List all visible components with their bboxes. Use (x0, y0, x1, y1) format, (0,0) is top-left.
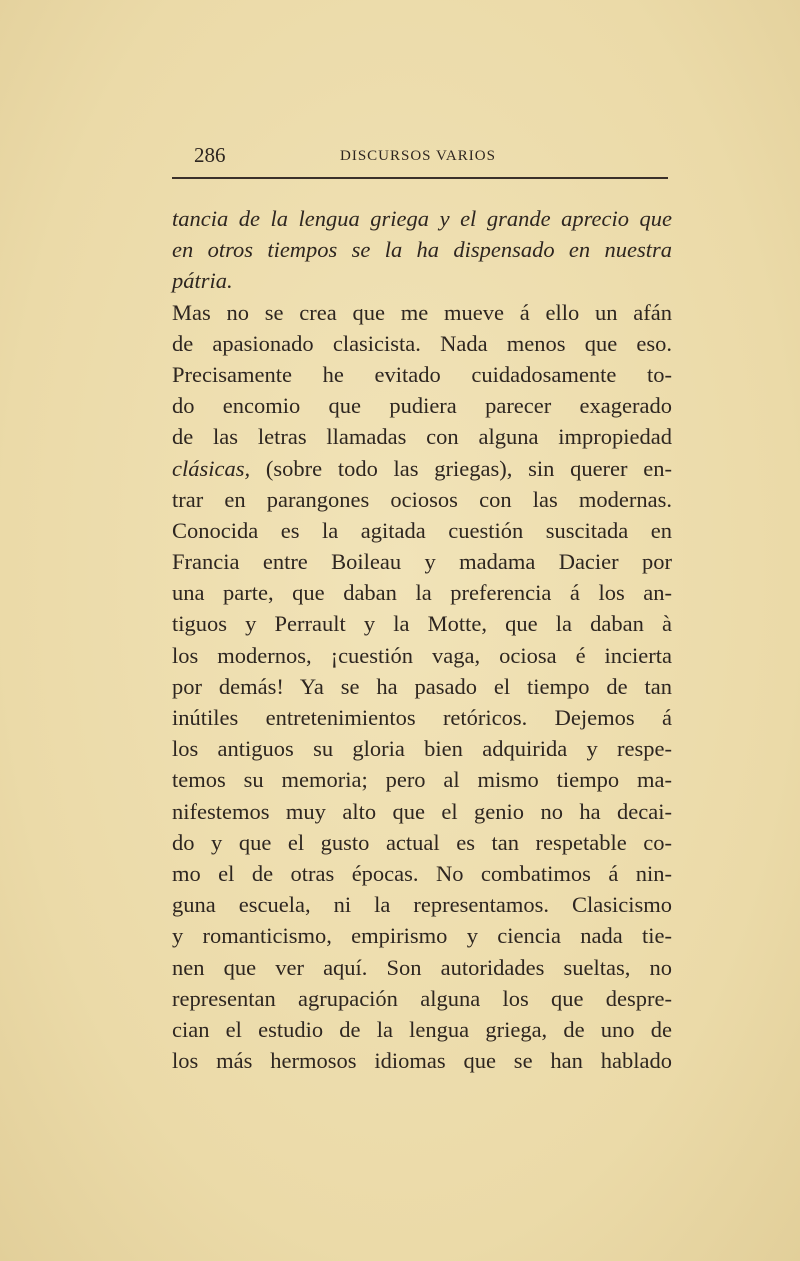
text-line (172, 484, 672, 515)
body-text (172, 203, 672, 1076)
text-line (172, 453, 672, 484)
line-text: los antiguos su gloria bien adquirida y respe- (172, 736, 672, 762)
line-text: Precisamente he evitado cuidadosamente to- (172, 361, 672, 387)
text-line (172, 983, 672, 1014)
text-line (172, 640, 672, 671)
text-line (172, 889, 672, 920)
line-text: Conocida es la agitada cuestión suscitada en (172, 517, 672, 543)
line-text: mo el de otras épocas. No combatimos á nin- (172, 860, 672, 886)
text-line (172, 796, 672, 827)
line-text: Francia entre Boileau y madama Dacier por (172, 549, 672, 575)
text-line (172, 265, 672, 296)
text-line (172, 764, 672, 795)
text-line (172, 546, 672, 577)
line-text: los modernos, ¡cuestión vaga, ociosa é incierta (172, 642, 672, 668)
line-text: nen que ver aquí. Son autoridades sueltas, no (172, 954, 672, 980)
line-text: de apasionado clasicista. Nada menos que eso. (172, 330, 672, 356)
page-number: 286 (194, 143, 226, 167)
header-rule (172, 177, 668, 179)
line-text: y romanticismo, empirismo y ciencia nada tie- (172, 923, 672, 949)
line-text: inútiles entretenimientos retóricos. Dejemos á (172, 705, 672, 730)
line-text: Mas no se crea que me mueve á ello un afán (172, 299, 672, 325)
text-line (172, 203, 672, 234)
text-line (172, 1014, 672, 1045)
text-line (172, 421, 672, 452)
text-line (172, 234, 672, 265)
line-text: pátria. (172, 268, 233, 294)
text-line (172, 858, 672, 889)
text-line (172, 577, 672, 608)
text-line (172, 359, 672, 390)
text-line (172, 297, 672, 328)
line-text: tancia de la lengua griega y el grande aprecio que (172, 206, 672, 231)
line-text: de las letras llamadas con alguna impropiedad (172, 424, 672, 450)
line-text: nifestemos muy alto que el genio no ha decai- (172, 798, 672, 824)
line-text: cian el estudio de la lengua griega, de uno de (172, 1016, 672, 1042)
line-text: (sobre todo las griegas), sin querer en- (250, 455, 672, 481)
text-line (172, 733, 672, 764)
line-text: temos su memoria; pero al mismo tiempo ma- (172, 767, 672, 793)
italic-word: clásicas, (172, 455, 251, 481)
text-line (172, 328, 672, 359)
line-text: los más hermosos idiomas que se han hablado (172, 1048, 672, 1074)
text-line (172, 608, 672, 639)
text-line (172, 671, 672, 702)
line-text: trar en parangones ociosos con las modernas. (172, 486, 672, 512)
text-line (172, 827, 672, 858)
line-text: guna escuela, ni la representamos. Clasicismo (172, 892, 672, 918)
text-line (172, 920, 672, 951)
text-line (172, 952, 672, 983)
line-text: una parte, que daban la preferencia á los an- (172, 580, 672, 606)
text-line (172, 515, 672, 546)
running-title: DISCURSOS VARIOS (340, 148, 496, 164)
text-line (172, 390, 672, 421)
line-text: representan agrupación alguna los que despre- (172, 985, 672, 1011)
line-text: por demás! Ya se ha pasado el tiempo de tan (172, 673, 672, 699)
line-text: do y que el gusto actual es tan respetable co- (172, 829, 672, 855)
line-text: tiguos y Perrault y la Motte, que la daban à (172, 611, 672, 637)
line-text: do encomio que pudiera parecer exagerado (172, 393, 672, 419)
text-line (172, 1045, 672, 1076)
line-text: en otros tiempos se la ha dispensado en nuestra (172, 237, 672, 263)
text-line (172, 702, 672, 733)
